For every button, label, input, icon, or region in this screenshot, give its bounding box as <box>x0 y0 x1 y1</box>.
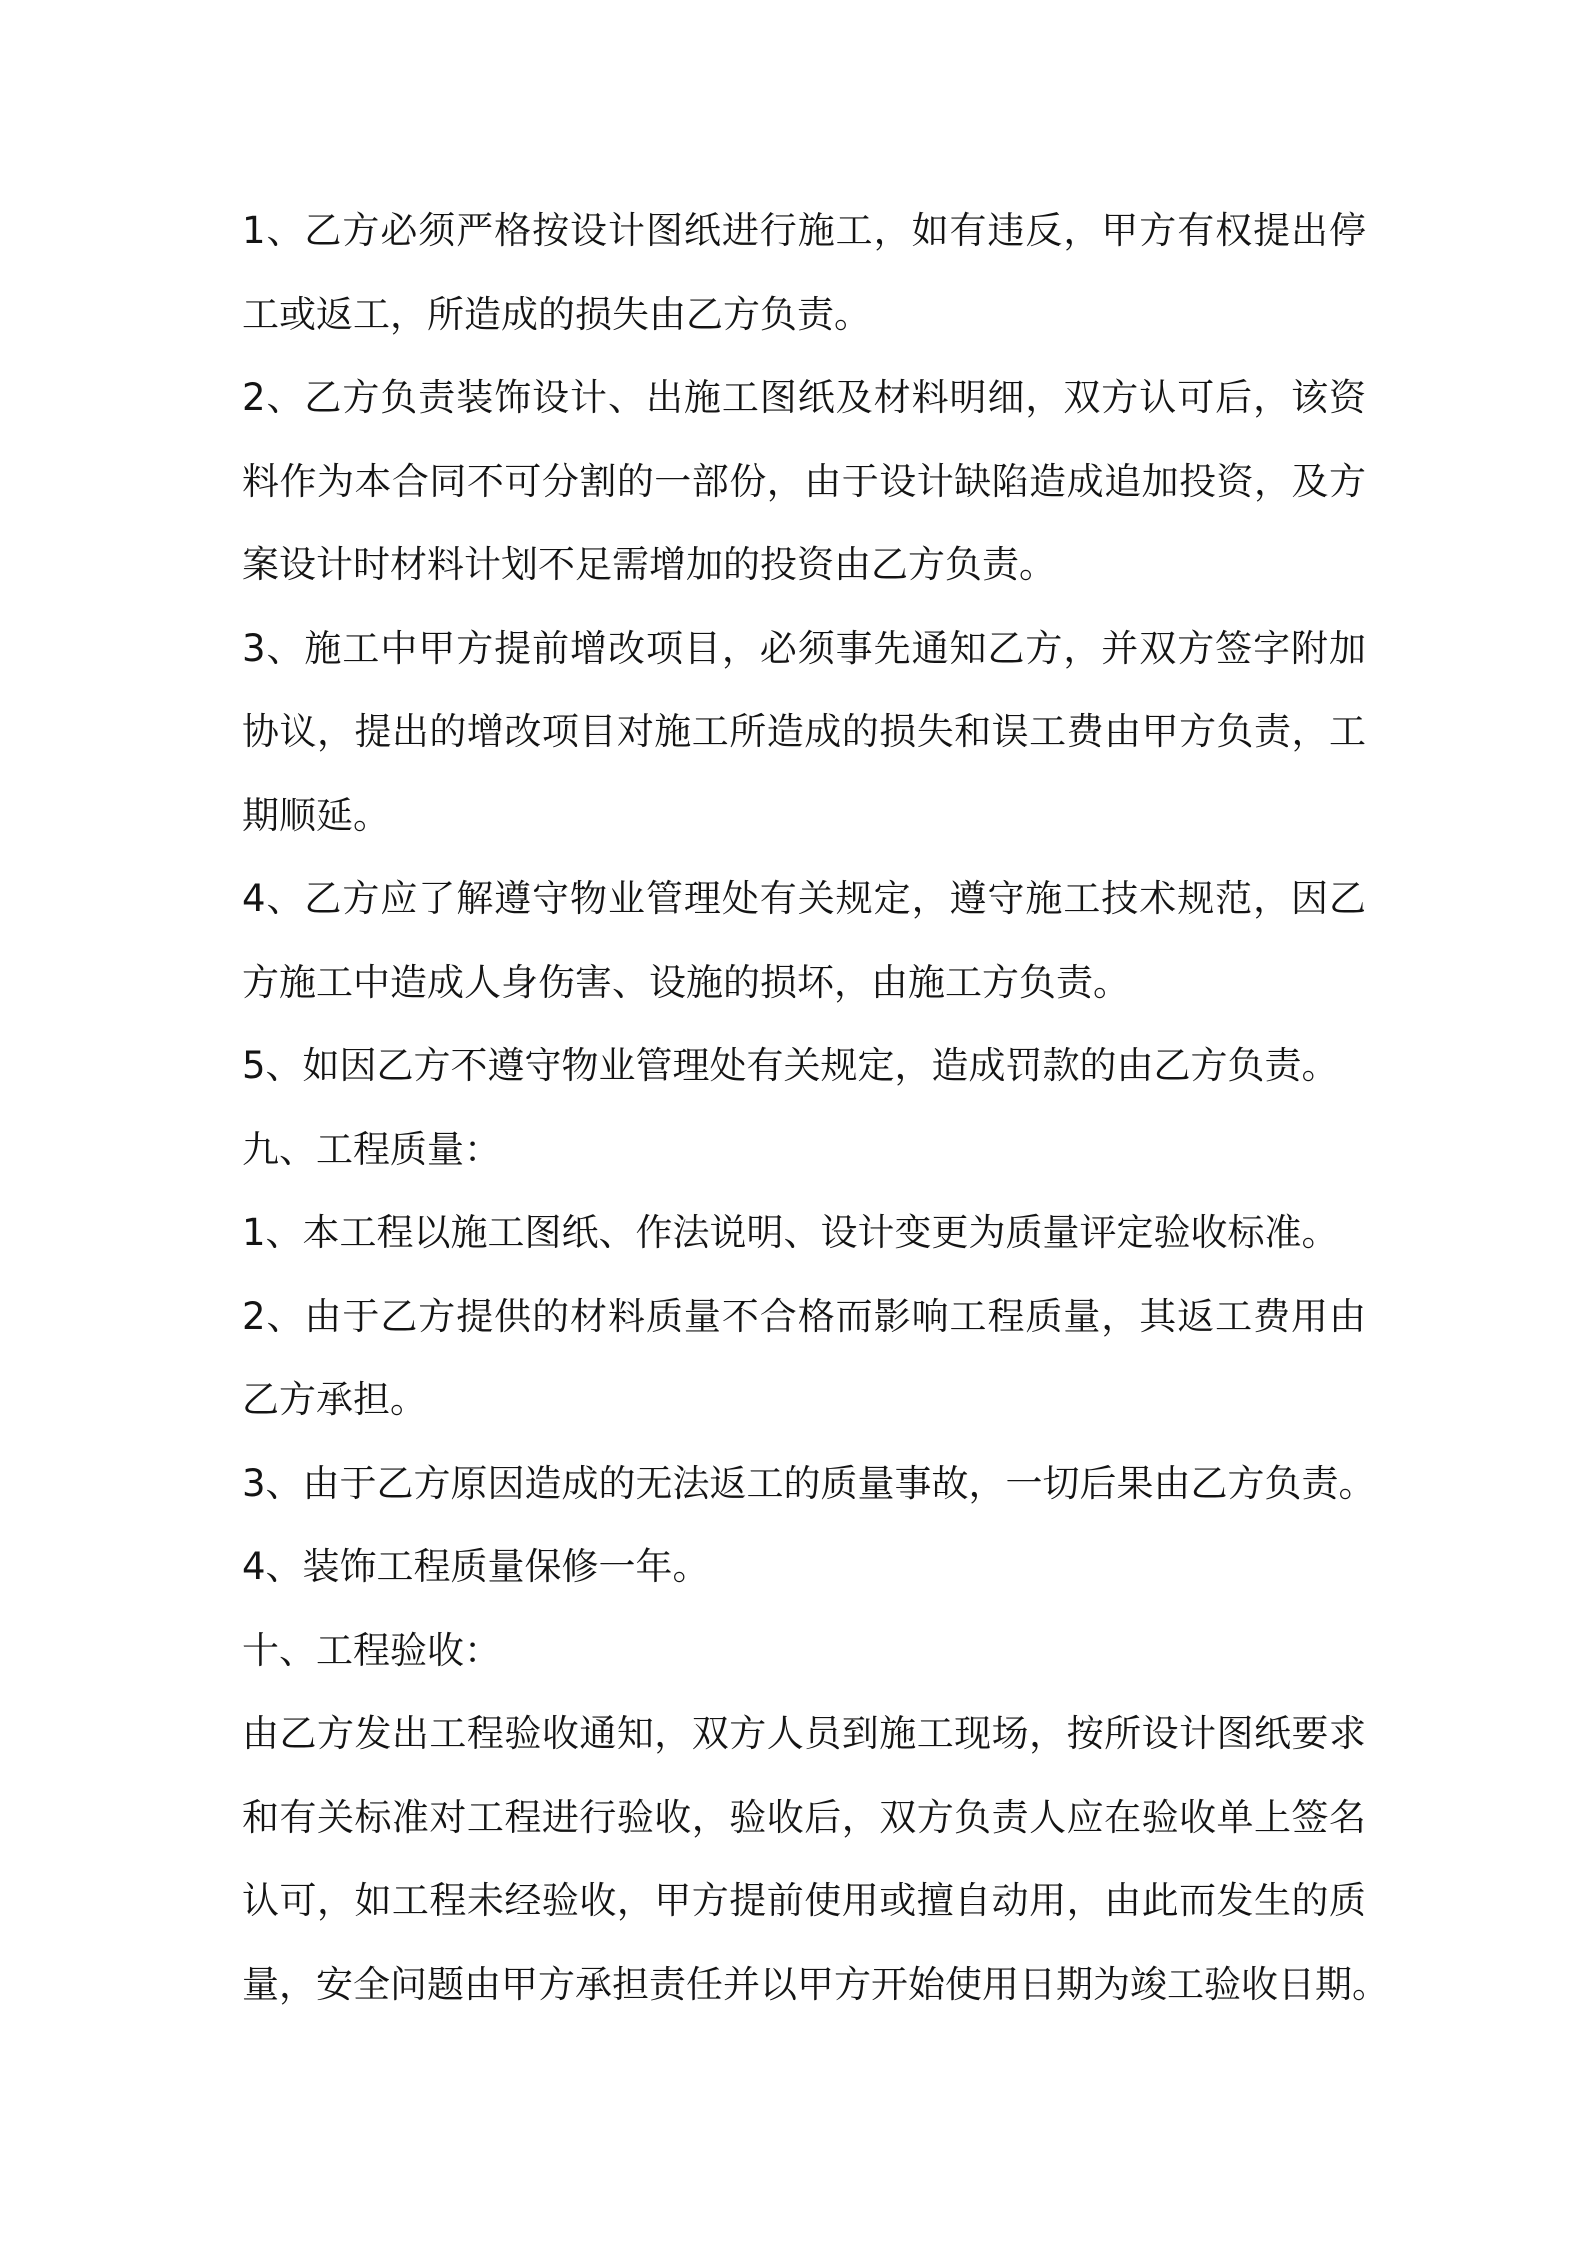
text-line: 期顺延。 <box>242 793 390 837</box>
text-line: 方施工中造成人身伤害、设施的损坏，由施工方负责。 <box>242 960 1130 1004</box>
text-line: 乙方承担。 <box>242 1378 427 1421</box>
list-item <box>242 1525 1366 1609</box>
quality-section <box>242 1108 1376 1609</box>
document-body <box>242 189 1389 2026</box>
text-line: 1、乙方必须严格按设计图纸进行施工，如有违反，甲方有权提出停 <box>242 209 1366 252</box>
text-line: 3、施工中甲方提前增改项目，必须事先通知乙方，并双方签字附加 <box>242 626 1366 670</box>
text-line: 3、由于乙方原因造成的无法返工的质量事故，一切后果由乙方负责。 <box>242 1461 1376 1505</box>
section-heading: 十、工程验收： <box>242 1628 501 1672</box>
acceptance-section <box>242 1609 1389 2027</box>
list-item <box>242 1191 1366 1275</box>
text-line: 4、装饰工程质量保修一年。 <box>242 1545 710 1588</box>
continued-section <box>242 189 1366 1108</box>
text-line: 5、如因乙方不遵守物业管理处有关规定，造成罚款的由乙方负责。 <box>242 1044 1339 1087</box>
text-line: 4、乙方应了解遵守物业管理处有关规定，遵守施工技术规范，因乙 <box>242 877 1366 920</box>
text-line: 工或返工，所造成的损失由乙方负责。 <box>242 292 871 336</box>
text-line: 料作为本合同不可分割的一部份，由于设计缺陷造成追加投资，及方 <box>242 459 1366 503</box>
list-item <box>242 1442 1376 1526</box>
text-line: 2、由于乙方提供的材料质量不合格而影响工程质量，其返工费用由 <box>242 1294 1366 1338</box>
list-item <box>242 1024 1366 1108</box>
text-line: 协议，提出的增改项目对施工所造成的损失和误工费由甲方负责，工 <box>242 710 1366 753</box>
list-item <box>242 857 1366 1024</box>
list-item <box>242 607 1366 858</box>
text-line: 认可，如工程未经验收，甲方提前使用或擅自动用，由此而发生的质 <box>242 1879 1366 1922</box>
list-item <box>242 189 1366 356</box>
paragraph <box>242 1692 1389 2026</box>
text-line: 案设计时材料计划不足需增加的投资由乙方负责。 <box>242 543 1056 586</box>
text-line: 1、本工程以施工图纸、作法说明、设计变更为质量评定验收标准。 <box>242 1211 1339 1254</box>
text-line: 由乙方发出工程验收通知，双方人员到施工现场，按所设计图纸要求 <box>242 1712 1366 1755</box>
text-line: 2、乙方负责装饰设计、出施工图纸及材料明细，双方认可后，该资 <box>242 376 1366 419</box>
list-item <box>242 1275 1366 1442</box>
list-item <box>242 356 1366 607</box>
text-line: 和有关标准对工程进行验收，验收后，双方负责人应在验收单上签名 <box>242 1795 1366 1839</box>
text-line: 量，安全问题由甲方承担责任并以甲方开始使用日期为竣工验收日期。 <box>242 1962 1389 2006</box>
section-heading: 九、工程质量： <box>242 1127 501 1171</box>
